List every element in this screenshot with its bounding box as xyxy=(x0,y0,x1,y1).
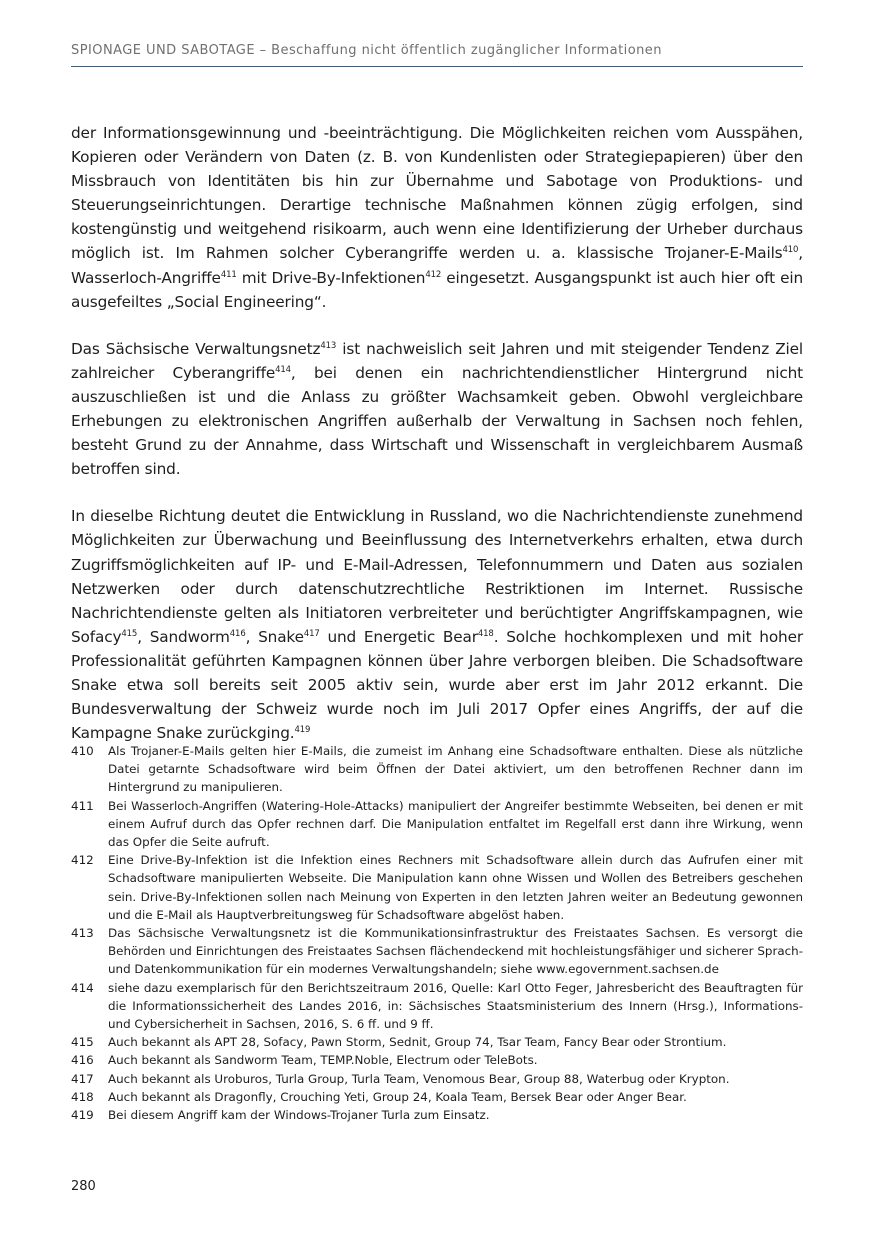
paragraph-text: ist nachweislich seit Jahren und mit steigender Tendenz Ziel zahlreicher Cyberangriffe xyxy=(71,339,803,382)
footnote-reference: 415 xyxy=(121,628,138,639)
paragraph-text: der Informationsgewinnung und -beeinträchtigung. Die Möglichkeiten reichen vom Ausspähen, Kopieren oder Verändern von Daten (z. B. von Kundenlisten oder Strategiepapieren) über den Missbrauch von Identitäten bis hin zur Übernahme und Sabotage von Produktions- und Steuerungseinrichtungen. Derartige technische Maßnahmen können zügig erfolgen, sind kostengünstig und weitgehend risikoarm, auch wenn eine Identifizierung der Urheber durchaus möglich ist. Im Rahmen solcher Cyberangriffe werden u. a. klassische Trojaner-E-Mails xyxy=(71,124,803,263)
body-paragraph xyxy=(71,337,803,482)
footnote xyxy=(71,1070,803,1088)
footnote-reference: 416 xyxy=(229,628,246,639)
page-number: 280 xyxy=(71,1179,96,1194)
footnote-number: 412 xyxy=(71,853,94,868)
footnote xyxy=(71,1106,803,1124)
footnote xyxy=(71,924,803,979)
footnote xyxy=(71,851,803,924)
footnote-reference: 419 xyxy=(294,725,311,736)
paragraph-text: In dieselbe Richtung deutet die Entwicklung in Russland, wo die Nachrichtendienste zunehmend Möglichkeiten zur Überwachung und Beeinflussung des Internetverkehrs erhalten, etwa durch Zugriffsmöglichkeiten auf IP- und E-Mail-Adressen, Telefonnummern und Daten aus sozialen Netzwerken oder durch datenschutzrechtliche Restriktionen im Internet. Russische Nachrichtendienste gelten als Initiatoren verbreiteter und berüchtigter Angriffskampagnen, wie Sofacy xyxy=(71,507,803,646)
paragraph-text: . Solche hochkomplexen und mit hoher Professionalität geführten Kampagnen können über Jahre verborgen bleiben. Die Schadsoftware Snake etwa soll bereits seit 2005 aktiv sein, wurde aber erst im Jahr 2012 erkannt. Die Bundesverwaltung der Schweiz wurde noch im Juli 2017 Opfer eines Angriffs, der auf die Kampagne Snake zurückging. xyxy=(71,627,803,743)
footnote xyxy=(71,1051,803,1069)
body-text xyxy=(71,121,803,768)
footnote-reference: 412 xyxy=(425,269,442,280)
footnote xyxy=(71,742,803,797)
header-separator: – xyxy=(255,43,272,58)
running-header-text xyxy=(71,43,662,58)
paragraph-text: , Snake xyxy=(245,627,304,646)
footnote-number: 413 xyxy=(71,926,94,941)
running-header xyxy=(71,40,803,67)
paragraph-text: , Sandworm xyxy=(137,627,230,646)
body-paragraph xyxy=(71,504,803,745)
footnote-number: 415 xyxy=(71,1035,94,1050)
paragraph-text: eingesetzt. Ausgangspunkt ist auch hier oft ein ausgefeiltes „Social Engineering“. xyxy=(71,268,803,311)
footnote-text: Auch bekannt als Sandworm Team, TEMP.Noble, Electrum oder TeleBots. xyxy=(108,1053,538,1068)
footnote xyxy=(71,1033,803,1051)
footnote-reference: 418 xyxy=(477,628,494,639)
footnote xyxy=(71,979,803,1034)
footnote xyxy=(71,797,803,852)
footnote-number: 411 xyxy=(71,798,94,813)
footnote-number: 416 xyxy=(71,1053,94,1068)
footnotes xyxy=(71,742,803,1124)
footnote-text: Auch bekannt als APT 28, Sofacy, Pawn Storm, Sednit, Group 74, Tsar Team, Fancy Bear oder Strontium. xyxy=(108,1035,727,1050)
footnote-text: Auch bekannt als Dragonfly, Crouching Yeti, Group 24, Koala Team, Bersek Bear oder Anger Bear. xyxy=(108,1089,687,1104)
footnote-number: 417 xyxy=(71,1071,94,1086)
footnote-text: Das Sächsische Verwaltungsnetz ist die Kommunikationsinfrastruktur des Freistaates Sachsen. Es versorgt die Behörden und Einrichtungen des Freistaates Sachsen flächendeckend mit hochleistungsfähiger und sicherer Sprach- und Datenkommunikation für ein modernes Verwaltungshandeln; siehe www.egovernment.sachsen.de xyxy=(108,926,803,977)
footnote-text: Bei diesem Angriff kam der Windows-Trojaner Turla zum Einsatz. xyxy=(108,1108,490,1123)
footnote-number: 419 xyxy=(71,1108,94,1123)
body-paragraph xyxy=(71,121,803,314)
header-subtitle: Beschaffung nicht öffentlich zugänglicher Informationen xyxy=(271,43,662,58)
footnote xyxy=(71,1088,803,1106)
footnote-number: 410 xyxy=(71,744,94,758)
paragraph-text: , Wasserloch-Angriffe xyxy=(71,244,803,287)
footnote-text: Eine Drive-By-Infektion ist die Infektion eines Rechners mit Schadsoftware allein durch das Aufrufen einer mit Schadsoftware manipulierten Webseite. Die Manipulation kann ohne Wissen und Wollen des Betreibers geschehen sein. Drive-By-Infektionen sollen nach Meinung von Experten in den letzten Jahren weiter an Bedeutung gewonnen und die E-Mail als Hauptverbreitungsweg für Schadsoftware abgelöst haben. xyxy=(108,853,803,922)
footnote-text: Bei Wasserloch-Angriffen (Watering-Hole-Attacks) manipuliert der Angreifer bestimmte Webseiten, bei denen er mit einem Aufruf durch das Opfer rechnen darf. Die Manipulation entfaltet im Regelfall erst dann ihre Wirkung, wenn das Opfer die Seite aufruft. xyxy=(108,798,803,850)
footnote-reference: 413 xyxy=(320,340,337,351)
footnote-reference: 410 xyxy=(782,245,799,256)
footnote-number: 418 xyxy=(71,1089,94,1104)
footnote-reference: 417 xyxy=(303,628,320,639)
paragraph-text: und Energetic Bear xyxy=(319,627,478,646)
footnote-reference: 411 xyxy=(220,269,237,280)
paragraph-text: Das Sächsische Verwaltungsnetz xyxy=(71,339,321,358)
footnote-reference: 414 xyxy=(275,364,291,375)
paragraph-text: , bei denen ein nachrichtendienstlicher Hintergrund nicht auszuschließen ist und die Anlass zu größter Wachsamkeit geben. Obwohl vergleichbare Erhebungen zu elektronischen Angriffen außerhalb der Verwaltung in Sachsen noch fehlen, besteht Grund zu der Annahme, dass Wirtschaft und Wissenschaft in vergleichbarem Ausmaß betroffen sind. xyxy=(71,363,803,479)
header-title: SPIONAGE UND SABOTAGE xyxy=(71,43,255,58)
footnote-text: siehe dazu exemplarisch für den Berichtszeitraum 2016, Quelle: Karl Otto Feger, Jahresbericht des Beauftragten für die Informationssicherheit des Landes 2016, in: Sächsisches Staatsministerium des Innern (Hrsg.), Informations- und Cybersicherheit in Sachsen, 2016, S. 6 ff. und 9 ff. xyxy=(108,980,803,1032)
footnote-number: 414 xyxy=(71,980,94,995)
paragraph-text: mit Drive-By-Infektionen xyxy=(236,268,426,287)
footnote-text: Als Trojaner-E-Mails gelten hier E-Mails, die zumeist im Anhang eine Schadsoftware enthalten. Diese als nützliche Datei getarnte Schadsoftware wird beim Öffnen der Datei aktiviert, um den betroffenen Rechner dann im Hintergrund zu manipulieren. xyxy=(108,744,803,795)
footnote-text: Auch bekannt als Uroburos, Turla Group, Turla Team, Venomous Bear, Group 88, Waterbug oder Krypton. xyxy=(108,1071,730,1086)
